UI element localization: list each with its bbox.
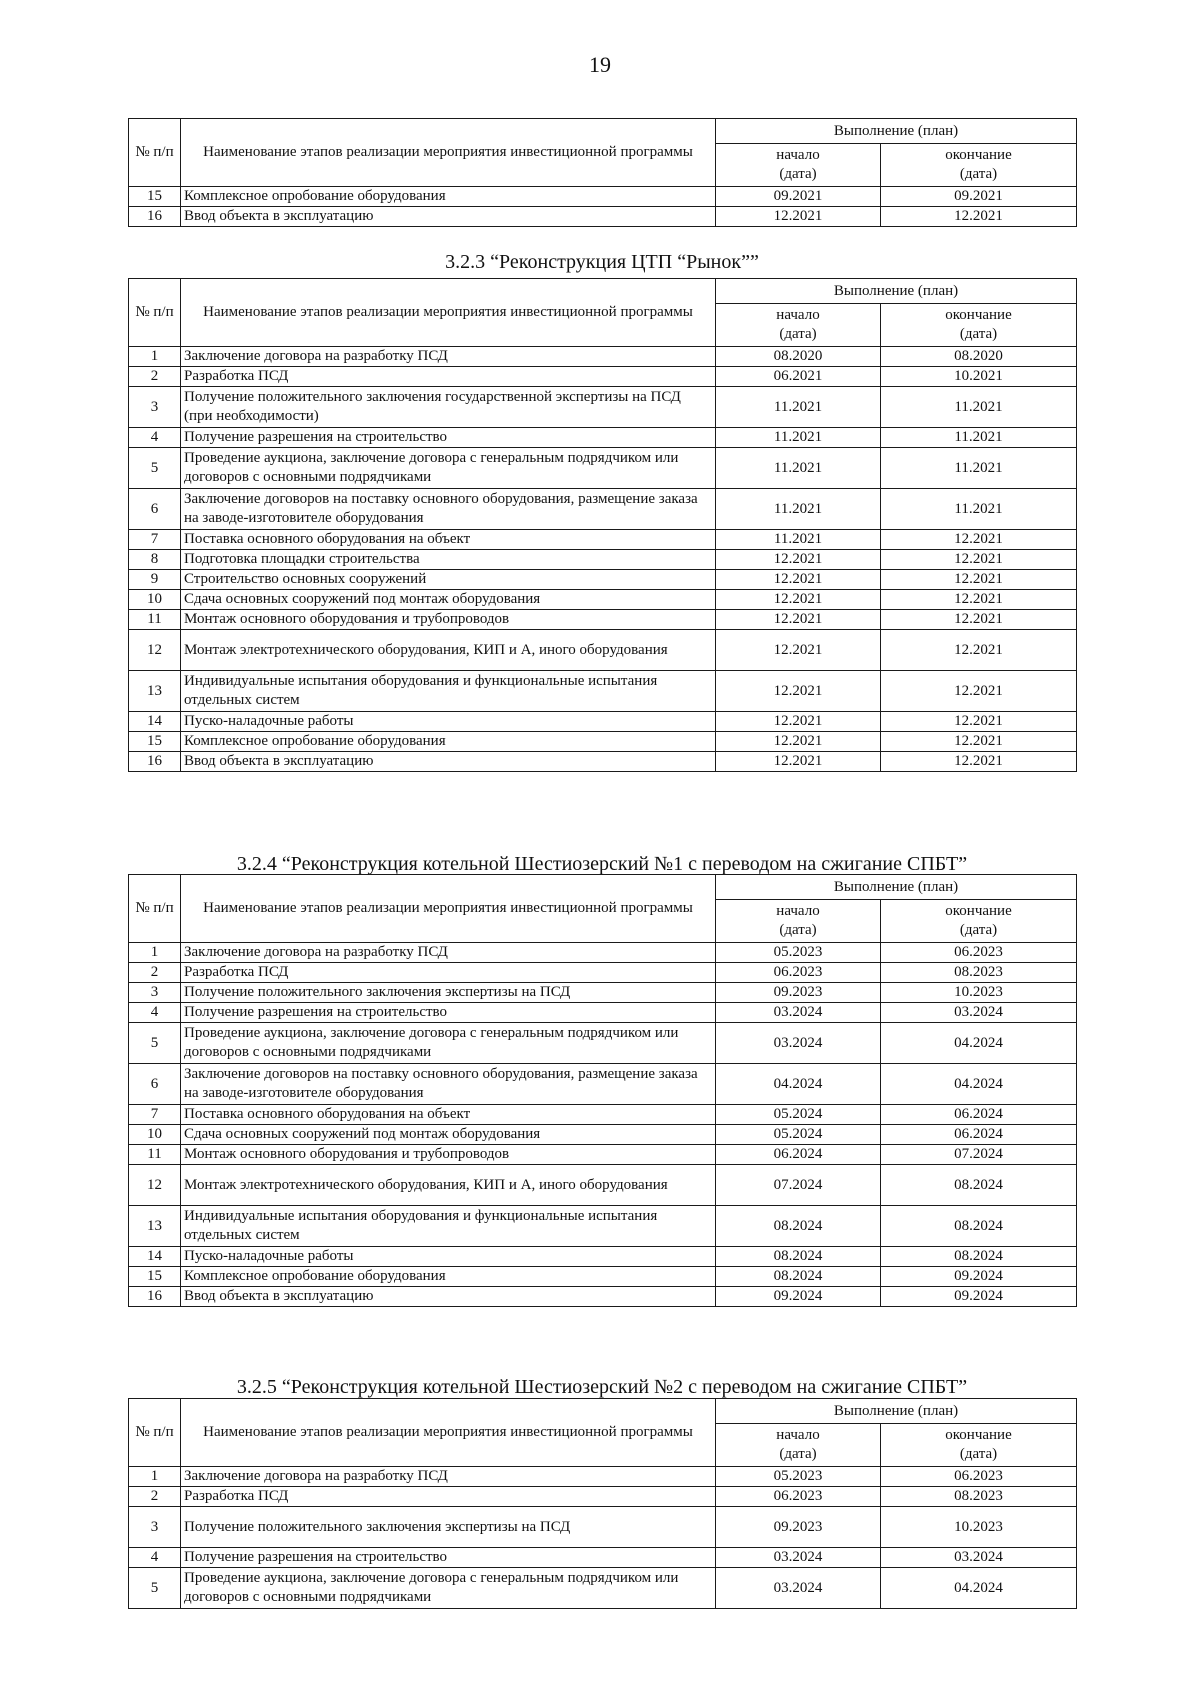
table-row (129, 187, 1077, 207)
header-end-label: окончание (945, 903, 1012, 919)
table-row (129, 489, 1077, 530)
end-date: 08.2024 (881, 1206, 1077, 1247)
end-date: 04.2024 (881, 1568, 1077, 1609)
start-date: 08.2024 (716, 1206, 881, 1247)
stage-name: Получение положительного заключения экспертизы на ПСД (181, 983, 716, 1003)
row-number: 8 (129, 550, 181, 570)
header-execution: Выполнение (план) (716, 119, 1077, 144)
end-date: 12.2021 (881, 550, 1077, 570)
end-date: 12.2021 (881, 590, 1077, 610)
start-date: 06.2021 (716, 367, 881, 387)
table-row (129, 983, 1077, 1003)
row-number: 7 (129, 530, 181, 550)
stage-name: Ввод объекта в эксплуатацию (181, 1287, 716, 1307)
stage-name: Заключение договоров на поставку основного оборудования, размещение заказа на заводе-изготовителе оборудования (181, 1064, 716, 1105)
table-row (129, 367, 1077, 387)
end-date: 04.2024 (881, 1023, 1077, 1064)
table-row (129, 207, 1077, 227)
schedule-table (128, 1398, 1077, 1609)
table-row (129, 1145, 1077, 1165)
page-number: 19 (589, 52, 611, 77)
table-row (129, 1247, 1077, 1267)
end-date: 07.2024 (881, 1145, 1077, 1165)
header-num: № п/п (129, 279, 181, 347)
stage-name: Строительство основных сооружений (181, 570, 716, 590)
end-date: 12.2021 (881, 207, 1077, 227)
row-number: 2 (129, 1487, 181, 1507)
table-row (129, 530, 1077, 550)
stage-name: Подготовка площадки строительства (181, 550, 716, 570)
stage-name: Индивидуальные испытания оборудования и функциональные испытания отдельных систем (181, 1206, 716, 1247)
row-number: 13 (129, 1206, 181, 1247)
start-date: 05.2024 (716, 1125, 881, 1145)
header-stage-name: Наименование этапов реализации мероприятия инвестиционной программы (181, 279, 716, 347)
stage-name: Получение положительного заключения экспертизы на ПСД (181, 1507, 716, 1548)
end-date: 12.2021 (881, 712, 1077, 732)
section-title: 3.2.5 “Реконструкция котельной Шестиозерский №2 с переводом на сжигание СПБТ” (236, 1376, 968, 1398)
row-number: 4 (129, 1003, 181, 1023)
start-date: 04.2024 (716, 1064, 881, 1105)
table-row (129, 387, 1077, 428)
table-row (129, 1267, 1077, 1287)
table-row (129, 1467, 1077, 1487)
end-date: 11.2021 (881, 387, 1077, 428)
table-row (129, 732, 1077, 752)
row-number: 3 (129, 983, 181, 1003)
row-number: 3 (129, 387, 181, 428)
end-date: 03.2024 (881, 1548, 1077, 1568)
stage-name: Монтаж электротехнического оборудования, КИП и А, иного оборудования (181, 630, 716, 671)
end-date: 10.2023 (881, 1507, 1077, 1548)
end-date: 12.2021 (881, 671, 1077, 712)
end-date: 12.2021 (881, 610, 1077, 630)
header-end-label: окончание (945, 307, 1012, 323)
table-row (129, 1023, 1077, 1064)
header-start-label: начало (776, 307, 820, 323)
schedule-table (128, 278, 1077, 772)
end-date: 09.2021 (881, 187, 1077, 207)
stage-name: Пуско-наладочные работы (181, 1247, 716, 1267)
row-number: 5 (129, 1023, 181, 1064)
header-end (881, 304, 1077, 347)
table-row (129, 428, 1077, 448)
stage-name: Проведение аукциона, заключение договора с генеральным подрядчиком или договоров с основными подрядчиками (181, 448, 716, 489)
header-stage-name: Наименование этапов реализации мероприятия инвестиционной программы (181, 875, 716, 943)
stage-name: Комплексное опробование оборудования (181, 1267, 716, 1287)
header-start (716, 304, 881, 347)
end-date: 11.2021 (881, 428, 1077, 448)
row-number: 10 (129, 590, 181, 610)
row-number: 15 (129, 1267, 181, 1287)
table-row (129, 570, 1077, 590)
header-start-sub: (дата) (779, 1446, 817, 1462)
stage-name: Проведение аукциона, заключение договора с генеральным подрядчиком или договоров с основными подрядчиками (181, 1568, 716, 1609)
header-end-sub: (дата) (959, 326, 998, 342)
header-start-sub: (дата) (779, 326, 817, 342)
end-date: 08.2020 (881, 347, 1077, 367)
start-date: 03.2024 (716, 1003, 881, 1023)
stage-name: Получение разрешения на строительство (181, 1003, 716, 1023)
row-number: 1 (129, 943, 181, 963)
start-date: 11.2021 (716, 530, 881, 550)
header-end-sub: (дата) (959, 922, 998, 938)
start-date: 06.2023 (716, 963, 881, 983)
start-date: 12.2021 (716, 550, 881, 570)
end-date: 06.2024 (881, 1125, 1077, 1145)
end-date: 08.2023 (881, 963, 1077, 983)
start-date: 12.2021 (716, 207, 881, 227)
table-row (129, 963, 1077, 983)
header-num: № п/п (129, 1399, 181, 1467)
row-number: 16 (129, 207, 181, 227)
end-date: 08.2024 (881, 1247, 1077, 1267)
row-number: 6 (129, 1064, 181, 1105)
end-date: 06.2023 (881, 1467, 1077, 1487)
header-stage-name: Наименование этапов реализации мероприятия инвестиционной программы (181, 1399, 716, 1467)
row-number: 6 (129, 489, 181, 530)
header-execution: Выполнение (план) (716, 1399, 1077, 1424)
start-date: 12.2021 (716, 712, 881, 732)
start-date: 11.2021 (716, 448, 881, 489)
row-number: 11 (129, 610, 181, 630)
header-end (881, 900, 1077, 943)
stage-name: Ввод объекта в эксплуатацию (181, 752, 716, 772)
stage-name: Комплексное опробование оборудования (181, 187, 716, 207)
start-date: 12.2021 (716, 610, 881, 630)
table-row (129, 943, 1077, 963)
table-row (129, 590, 1077, 610)
start-date: 03.2024 (716, 1023, 881, 1064)
header-end-sub: (дата) (959, 1446, 998, 1462)
start-date: 11.2021 (716, 387, 881, 428)
stage-name: Получение положительного заключения государственной экспертизы на ПСД (при необходимости) (181, 387, 716, 428)
table-row (129, 1125, 1077, 1145)
row-number: 5 (129, 1568, 181, 1609)
start-date: 08.2024 (716, 1247, 881, 1267)
stage-name: Разработка ПСД (181, 963, 716, 983)
table-row (129, 712, 1077, 732)
start-date: 07.2024 (716, 1165, 881, 1206)
stage-name: Монтаж основного оборудования и трубопроводов (181, 610, 716, 630)
header-end (881, 1424, 1077, 1467)
table-row (129, 1165, 1077, 1206)
stage-name: Пуско-наладочные работы (181, 712, 716, 732)
row-number: 12 (129, 1165, 181, 1206)
schedule-table (128, 118, 1077, 227)
end-date: 04.2024 (881, 1064, 1077, 1105)
table-row (129, 752, 1077, 772)
row-number: 1 (129, 347, 181, 367)
table-row (129, 1105, 1077, 1125)
start-date: 06.2023 (716, 1487, 881, 1507)
start-date: 09.2023 (716, 1507, 881, 1548)
header-start-label: начало (776, 1427, 820, 1443)
table-row (129, 1568, 1077, 1609)
start-date: 05.2023 (716, 1467, 881, 1487)
start-date: 08.2024 (716, 1267, 881, 1287)
start-date: 11.2021 (716, 428, 881, 448)
start-date: 12.2021 (716, 671, 881, 712)
stage-name: Сдача основных сооружений под монтаж оборудования (181, 1125, 716, 1145)
stage-name: Ввод объекта в эксплуатацию (181, 207, 716, 227)
header-num: № п/п (129, 119, 181, 187)
table-row (129, 1507, 1077, 1548)
row-number: 2 (129, 367, 181, 387)
row-number: 1 (129, 1467, 181, 1487)
end-date: 06.2024 (881, 1105, 1077, 1125)
start-date: 11.2021 (716, 489, 881, 530)
row-number: 3 (129, 1507, 181, 1548)
header-start-label: начало (776, 147, 820, 163)
stage-name: Получение разрешения на строительство (181, 428, 716, 448)
stage-name: Получение разрешения на строительство (181, 1548, 716, 1568)
section-title: 3.2.4 “Реконструкция котельной Шестиозерский №1 с переводом на сжигание СПБТ” (236, 853, 968, 875)
stage-name: Разработка ПСД (181, 367, 716, 387)
row-number: 4 (129, 1548, 181, 1568)
start-date: 09.2021 (716, 187, 881, 207)
end-date: 12.2021 (881, 732, 1077, 752)
end-date: 08.2024 (881, 1165, 1077, 1206)
header-end (881, 144, 1077, 187)
stage-name: Сдача основных сооружений под монтаж оборудования (181, 590, 716, 610)
stage-name: Индивидуальные испытания оборудования и функциональные испытания отдельных систем (181, 671, 716, 712)
table-row (129, 550, 1077, 570)
row-number: 9 (129, 570, 181, 590)
schedule-table (128, 874, 1077, 1307)
header-stage-name: Наименование этапов реализации мероприятия инвестиционной программы (181, 119, 716, 187)
end-date: 12.2021 (881, 530, 1077, 550)
row-number: 11 (129, 1145, 181, 1165)
row-number: 13 (129, 671, 181, 712)
row-number: 12 (129, 630, 181, 671)
row-number: 2 (129, 963, 181, 983)
row-number: 5 (129, 448, 181, 489)
table-row (129, 630, 1077, 671)
start-date: 12.2021 (716, 630, 881, 671)
header-end-sub: (дата) (959, 166, 998, 182)
header-start (716, 144, 881, 187)
end-date: 12.2021 (881, 752, 1077, 772)
stage-name: Поставка основного оборудования на объект (181, 1105, 716, 1125)
stage-name: Поставка основного оборудования на объект (181, 530, 716, 550)
header-start-label: начало (776, 903, 820, 919)
header-end-label: окончание (945, 147, 1012, 163)
header-end-label: окончание (945, 1427, 1012, 1443)
table-row (129, 1548, 1077, 1568)
end-date: 06.2023 (881, 943, 1077, 963)
start-date: 12.2021 (716, 570, 881, 590)
stage-name: Заключение договора на разработку ПСД (181, 1467, 716, 1487)
start-date: 09.2024 (716, 1287, 881, 1307)
table-row (129, 1487, 1077, 1507)
start-date: 03.2024 (716, 1568, 881, 1609)
stage-name: Разработка ПСД (181, 1487, 716, 1507)
start-date: 12.2021 (716, 732, 881, 752)
start-date: 05.2023 (716, 943, 881, 963)
end-date: 11.2021 (881, 448, 1077, 489)
stage-name: Заключение договоров на поставку основного оборудования, размещение заказа на заводе-изготовителе оборудования (181, 489, 716, 530)
stage-name: Монтаж основного оборудования и трубопроводов (181, 1145, 716, 1165)
row-number: 10 (129, 1125, 181, 1145)
stage-name: Проведение аукциона, заключение договора с генеральным подрядчиком или договоров с основными подрядчиками (181, 1023, 716, 1064)
section-title: 3.2.3 “Реконструкция ЦТП “Рынок”” (445, 251, 759, 273)
start-date: 05.2024 (716, 1105, 881, 1125)
header-start-sub: (дата) (779, 922, 817, 938)
row-number: 15 (129, 732, 181, 752)
start-date: 08.2020 (716, 347, 881, 367)
end-date: 10.2023 (881, 983, 1077, 1003)
table-row (129, 1064, 1077, 1105)
table-row (129, 448, 1077, 489)
header-start (716, 900, 881, 943)
row-number: 15 (129, 187, 181, 207)
end-date: 12.2021 (881, 630, 1077, 671)
header-execution: Выполнение (план) (716, 279, 1077, 304)
end-date: 08.2023 (881, 1487, 1077, 1507)
table-row (129, 610, 1077, 630)
header-execution: Выполнение (план) (716, 875, 1077, 900)
row-number: 7 (129, 1105, 181, 1125)
header-start (716, 1424, 881, 1467)
table-row (129, 1206, 1077, 1247)
header-start-sub: (дата) (779, 166, 817, 182)
start-date: 06.2024 (716, 1145, 881, 1165)
table-row (129, 347, 1077, 367)
end-date: 10.2021 (881, 367, 1077, 387)
table-row (129, 1287, 1077, 1307)
end-date: 11.2021 (881, 489, 1077, 530)
row-number: 14 (129, 1247, 181, 1267)
start-date: 03.2024 (716, 1548, 881, 1568)
table-row (129, 1003, 1077, 1023)
end-date: 09.2024 (881, 1267, 1077, 1287)
table-row (129, 671, 1077, 712)
row-number: 14 (129, 712, 181, 732)
end-date: 12.2021 (881, 570, 1077, 590)
row-number: 16 (129, 752, 181, 772)
start-date: 09.2023 (716, 983, 881, 1003)
stage-name: Монтаж электротехнического оборудования, КИП и А, иного оборудования (181, 1165, 716, 1206)
stage-name: Заключение договора на разработку ПСД (181, 943, 716, 963)
end-date: 03.2024 (881, 1003, 1077, 1023)
header-num: № п/п (129, 875, 181, 943)
stage-name: Комплексное опробование оборудования (181, 732, 716, 752)
end-date: 09.2024 (881, 1287, 1077, 1307)
start-date: 12.2021 (716, 752, 881, 772)
row-number: 16 (129, 1287, 181, 1307)
start-date: 12.2021 (716, 590, 881, 610)
stage-name: Заключение договора на разработку ПСД (181, 347, 716, 367)
row-number: 4 (129, 428, 181, 448)
